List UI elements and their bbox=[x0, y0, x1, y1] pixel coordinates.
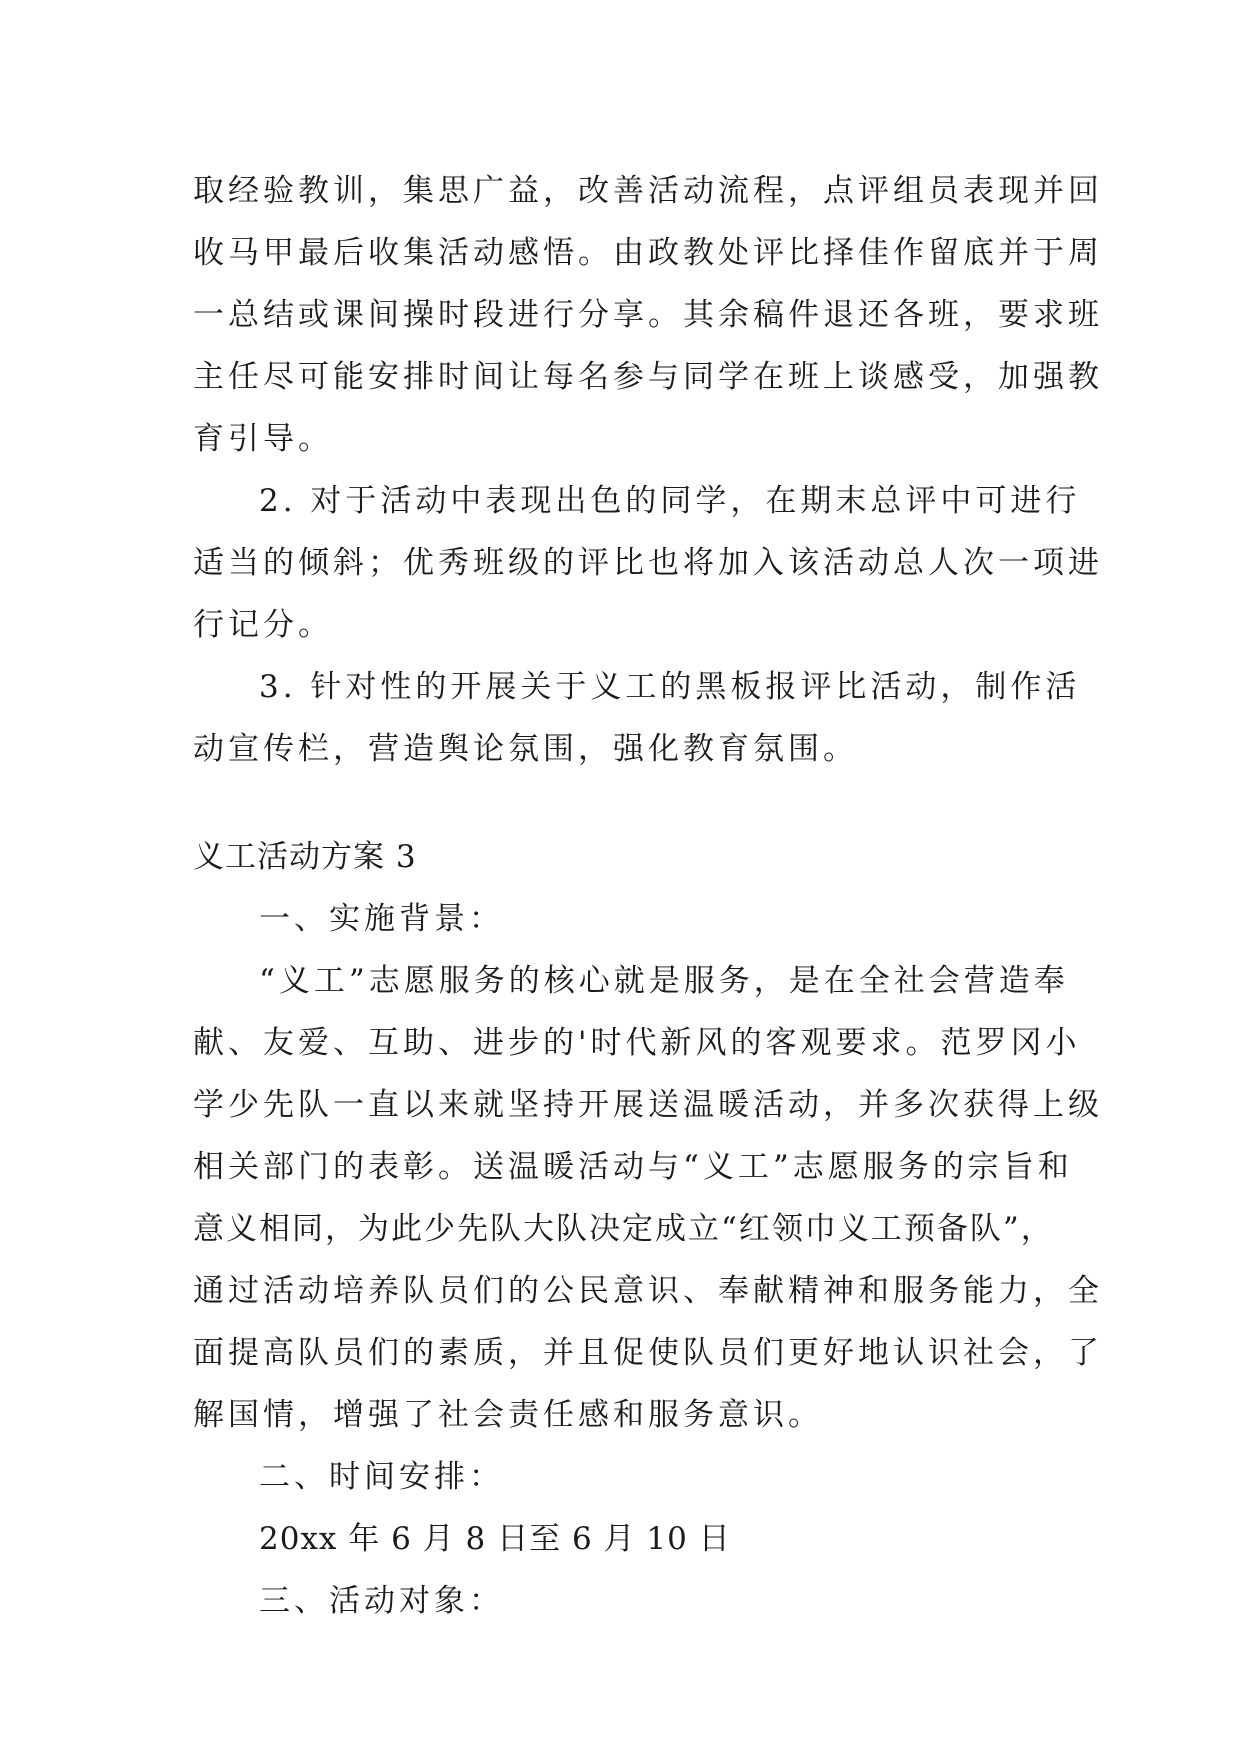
text-line: 相关部门的表彰。送温暖活动与“义工”志愿服务的宗旨和 bbox=[193, 1149, 1073, 1185]
paragraph-summary bbox=[193, 160, 1103, 470]
section-title: 义工活动方案 3 bbox=[193, 839, 417, 875]
text-line: “义工”志愿服务的核心就是服务，是在全社会营造奉 bbox=[259, 963, 1069, 999]
heading-background: 一、实施背景： bbox=[259, 901, 504, 937]
time-text: 20xx 年 6 月 8 日至 6 月 10 日 bbox=[259, 1521, 731, 1557]
text-line: 收马甲最后收集活动感悟。由政教处评比择佳作留底并于周 bbox=[193, 235, 1103, 271]
text-line: 动宣传栏，营造舆论氛围，强化教育氛围。 bbox=[193, 731, 858, 767]
text-line: 取经验教训，集思广益，改善活动流程，点评组员表现并回 bbox=[193, 173, 1103, 209]
text-line: 通过活动培养队员们的公民意识、奉献精神和服务能力，全 bbox=[193, 1273, 1103, 1309]
text-line: 主任尽可能安排时间让每名参与同学在班上谈感受，加强教 bbox=[193, 359, 1103, 395]
paragraph-item-2 bbox=[193, 470, 1103, 656]
paragraph-item-3 bbox=[193, 656, 1081, 780]
heading-target: 三、活动对象： bbox=[259, 1583, 504, 1619]
text-line: 3. 针对性的开展关于义工的黑板报评比活动，制作活 bbox=[259, 669, 1081, 705]
text-line: 学少先队一直以来就坚持开展送温暖活动，并多次获得上级 bbox=[193, 1087, 1103, 1123]
paragraph-background bbox=[193, 950, 1103, 1446]
heading-time: 二、时间安排： bbox=[259, 1459, 504, 1495]
text-line: 解国情，增强了社会责任感和服务意识。 bbox=[193, 1397, 823, 1433]
text-line: 行记分。 bbox=[193, 607, 333, 643]
text-line: 一总结或课间操时段进行分享。其余稿件退还各班，要求班 bbox=[193, 297, 1103, 333]
text-line: 2. 对于活动中表现出色的同学，在期末总评中可进行 bbox=[259, 483, 1081, 519]
text-line: 育引导。 bbox=[193, 421, 333, 457]
text-line: 面提高队员们的素质，并且促使队员们更好地认识社会，了 bbox=[193, 1335, 1103, 1371]
text-line: 献、友爱、互助、进步的'时代新风的客观要求。范罗冈小 bbox=[193, 1025, 1081, 1061]
text-line: 意义相同，为此少先队大队决定成立“红领巾义工预备队”， bbox=[193, 1211, 1054, 1247]
text-line: 适当的倾斜；优秀班级的评比也将加入该活动总人次一项进 bbox=[193, 545, 1103, 581]
document-body bbox=[193, 160, 1103, 1632]
